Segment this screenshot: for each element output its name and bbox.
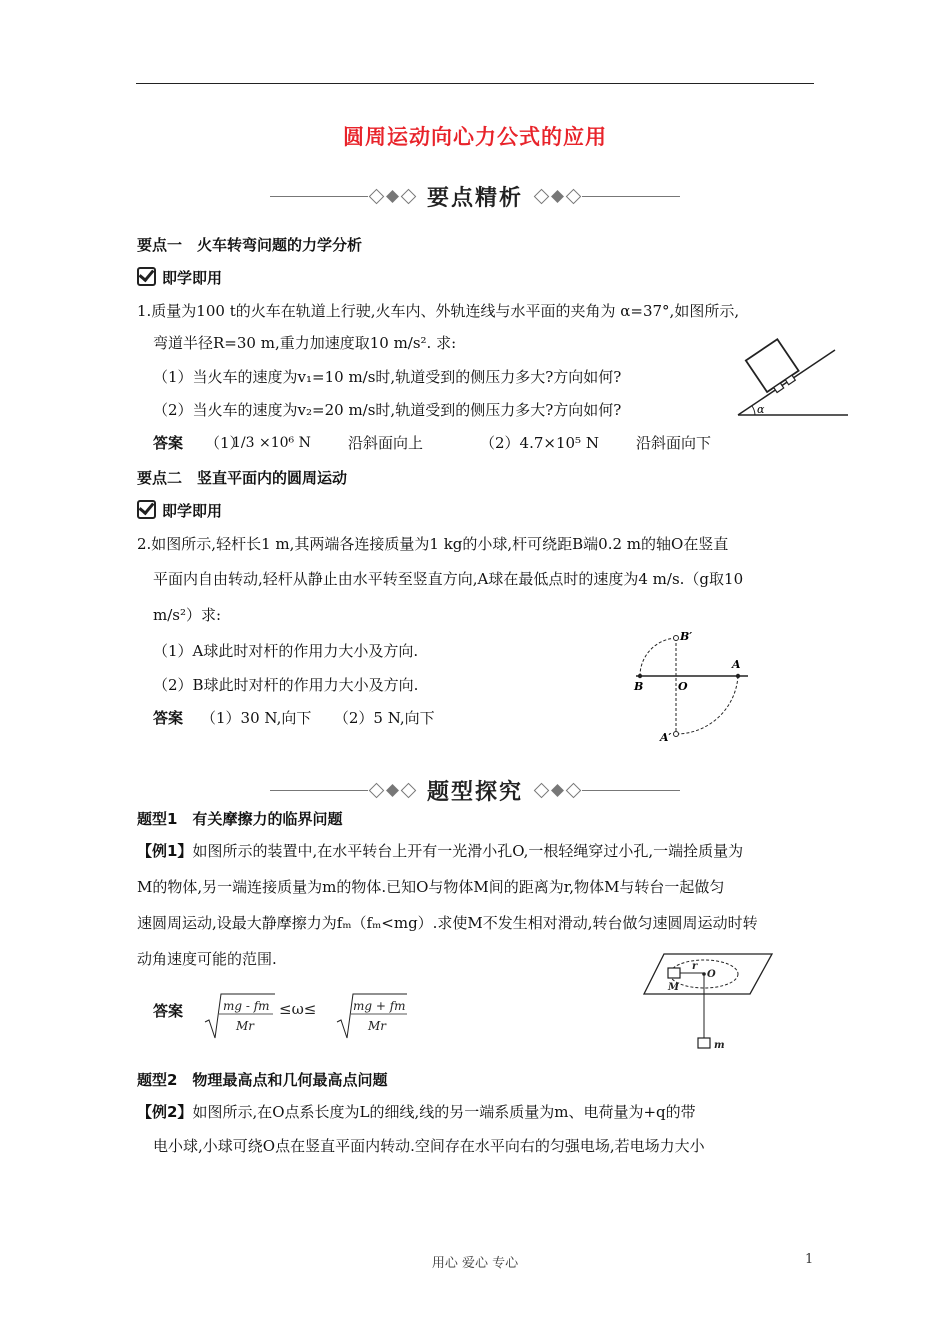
page-number: 1	[805, 1252, 814, 1267]
question-1-line-1: 1.质量为100 t的火车在轨道上行驶,火车内、外轨连线与水平面的夹角为 α=37°,如图所示,	[137, 302, 740, 320]
example-1-line-2: M的物体,另一端连接质量为m的物体.已知O与物体M间的距离为r,物体M与转台一起做匀	[137, 878, 725, 896]
example-1-line-4: 动角速度可能的范围.	[137, 950, 277, 968]
svg-text:Mr: Mr	[368, 1019, 387, 1033]
turntable-figure	[642, 950, 774, 1055]
practice-tag: 即学即用	[137, 267, 222, 288]
question-2-line-2: 平面内自由转动,轻杆从静止由水平转至竖直方向,A球在最低点时的速度为4 m/s.（g取10	[153, 570, 744, 588]
question-2-line-1: 2.如图所示,轻杆长1 m,其两端各连接质量为1 kg的小球,杆可绕距B端0.2 m的轴O在竖直	[137, 535, 729, 553]
answer-1-part-2: （2）4.7×10⁵ N	[480, 434, 599, 452]
section-title: 题型探究	[427, 779, 524, 805]
rotating-rod-figure	[628, 626, 758, 744]
alpha-label: α	[757, 403, 765, 416]
question-2-part-2: （2）B球此时对杆的作用力大小及方向.	[153, 676, 419, 694]
answer-2: 答案 （1）30 N,向下 （2）5 N,向下	[153, 709, 435, 727]
svg-text:≤ω≤: ≤ω≤	[279, 1000, 317, 1018]
type-2-heading: 题型2 物理最高点和几何最高点问题	[137, 1071, 388, 1089]
header-rule	[136, 83, 814, 84]
point-2-heading: 要点二 竖直平面内的圆周运动	[137, 469, 348, 487]
svg-text:Mr: Mr	[236, 1019, 255, 1033]
example-2-line-1: 【例2】如图所示,在O点系长度为L的细线,线的另一端系质量为m、电荷量为+q的带	[137, 1103, 696, 1121]
example-1-line-1: 【例1】如图所示的装置中,在水平转台上开有一光滑小孔O,一根轻绳穿过小孔,一端拴质量为	[137, 842, 744, 860]
svg-text:mg + fm: mg + fm	[353, 999, 406, 1013]
example-1-line-3: 速圆周运动,设最大静摩擦力为fₘ（fₘ<mg）.求使M不发生相对滑动,转台做匀速圆周运动时转	[137, 914, 758, 932]
answer-1-value: 1/3 ×10⁶ N	[232, 435, 311, 451]
label-a: A	[732, 658, 741, 671]
question-1-line-2: 弯道半径R=30 m,重力加速度取10 m/s². 求:	[153, 334, 457, 352]
answer-1-direction: 沿斜面向上	[348, 434, 424, 452]
point-1-heading: 要点一 火车转弯问题的力学分析	[137, 236, 363, 254]
question-2-part-1: （1）A球此时对杆的作用力大小及方向.	[153, 642, 419, 660]
page-footer: 用心 爱心 专心	[431, 1256, 519, 1271]
incline-figure	[735, 325, 853, 420]
label-a-prime: A′	[660, 731, 672, 744]
section-title: 要点精析	[427, 185, 524, 211]
label-o: O	[707, 969, 716, 980]
label-b: B	[634, 680, 644, 693]
label-small-m: m	[714, 1040, 725, 1051]
label-r: r	[692, 961, 698, 972]
section-banner-key-points	[270, 180, 680, 212]
answer-3-formula	[203, 990, 413, 1042]
section-banner-problem-types	[270, 774, 680, 806]
label-big-m: M	[668, 982, 680, 993]
question-1-part-1: （1）当火车的速度为v₁=10 m/s时,轨道受到的侧压力多大?方向如何?	[153, 368, 622, 386]
answer-1-part-1: （1）	[205, 434, 245, 452]
example-2-line-2: 电小球,小球可绕O点在竖直平面内转动.空间存在水平向右的匀强电场,若电场力大小	[153, 1137, 705, 1155]
checkbox-icon	[137, 500, 156, 519]
checkbox-icon	[137, 267, 156, 286]
practice-tag: 即学即用	[137, 500, 222, 521]
question-1-part-2: （2）当火车的速度为v₂=20 m/s时,轨道受到的侧压力多大?方向如何?	[153, 401, 622, 419]
label-b-prime: B′	[680, 630, 693, 643]
svg-text:mg - fm: mg - fm	[223, 999, 270, 1013]
answer-1: 答案	[153, 434, 184, 452]
question-2-line-3: m/s²）求:	[153, 606, 222, 624]
label-o: O	[678, 680, 688, 693]
page-title: 圆周运动向心力公式的应用	[343, 125, 607, 149]
type-1-heading: 题型1 有关摩擦力的临界问题	[137, 810, 343, 828]
answer-3-label: 答案	[153, 1002, 184, 1020]
answer-1-direction-2: 沿斜面向下	[636, 434, 712, 452]
